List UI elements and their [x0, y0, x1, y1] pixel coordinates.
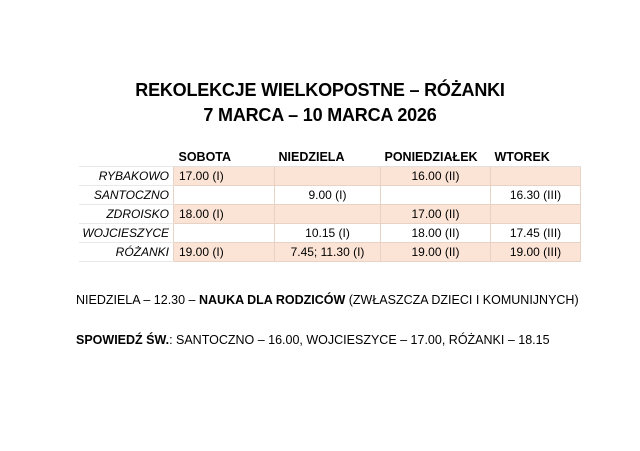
cell-tuesday: [491, 167, 581, 186]
cell-monday: 19.00 (II): [381, 243, 491, 262]
cell-tuesday: 17.45 (III): [491, 224, 581, 243]
table-row: [79, 167, 581, 186]
header-monday: PONIEDZIAŁEK: [381, 148, 491, 167]
parents-teaching-note: [76, 293, 579, 307]
cell-sunday: [275, 205, 381, 224]
row-place: SANTOCZNO: [79, 186, 174, 205]
cell-sunday: 9.00 (I): [275, 186, 381, 205]
cell-monday: [381, 186, 491, 205]
schedule-table: [79, 148, 581, 262]
cell-monday: 17.00 (II): [381, 205, 491, 224]
page-subtitle-dates: 7 MARCA – 10 MARCA 2026: [203, 105, 437, 125]
cell-monday: 16.00 (II): [381, 167, 491, 186]
cell-saturday: 17.00 (I): [174, 167, 275, 186]
schedule-header-row: [79, 148, 581, 167]
cell-saturday: 19.00 (I): [174, 243, 275, 262]
cell-sunday: 10.15 (I): [275, 224, 381, 243]
row-place: ZDROISKO: [79, 205, 174, 224]
confession-label: SPOWIEDŹ ŚW.: [76, 333, 170, 347]
table-row: [79, 205, 581, 224]
row-place: RÓŻANKI: [79, 243, 174, 262]
cell-tuesday: 19.00 (III): [491, 243, 581, 262]
note-bold: NAUKA DLA RODZICÓW: [199, 293, 346, 307]
header-sunday: NIEDZIELA: [275, 148, 381, 167]
table-row: [79, 186, 581, 205]
table-row: [79, 243, 581, 262]
corner-cell: [79, 148, 174, 167]
cell-saturday: 18.00 (I): [174, 205, 275, 224]
confession-times: : SANTOCZNO – 16.00, WOJCIESZYCE – 17.00, RÓŻANKI – 18.15: [169, 333, 550, 347]
header-tuesday: WTOREK: [491, 148, 581, 167]
header-saturday: SOBOTA: [174, 148, 275, 167]
cell-sunday: [275, 167, 381, 186]
note-suffix: (ZWŁASZCZA DZIECI I KOMUNIJNYCH): [345, 293, 579, 307]
row-place: WOJCIESZYCE: [79, 224, 174, 243]
cell-tuesday: 16.30 (III): [491, 186, 581, 205]
cell-saturday: [174, 224, 275, 243]
confession-note: [76, 333, 550, 347]
cell-monday: 18.00 (II): [381, 224, 491, 243]
cell-sunday: 7.45; 11.30 (I): [275, 243, 381, 262]
note-prefix: NIEDZIELA – 12.30 –: [76, 293, 199, 307]
cell-tuesday: [491, 205, 581, 224]
page-title: REKOLEKCJE WIELKOPOSTNE – RÓŻANKI: [135, 80, 505, 100]
table-row: [79, 224, 581, 243]
row-place: RYBAKOWO: [79, 167, 174, 186]
cell-saturday: [174, 186, 275, 205]
